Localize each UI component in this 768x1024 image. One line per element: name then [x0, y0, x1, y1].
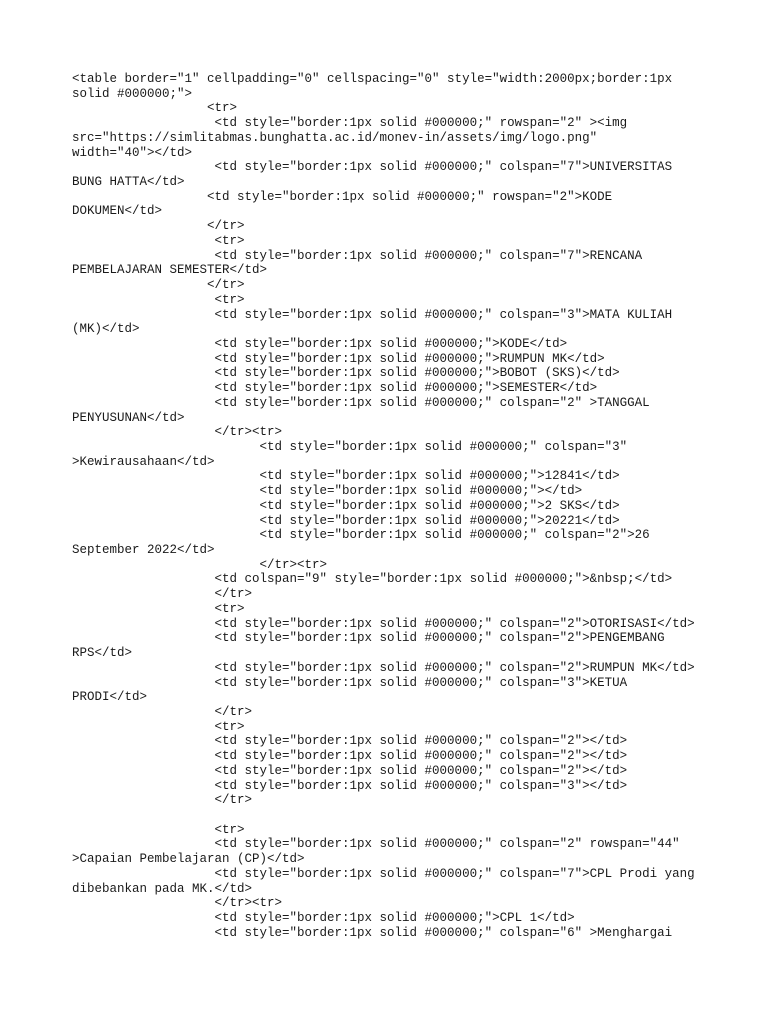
code-line: <td style="border:1px solid #000000;">2 SKS</td>	[72, 498, 620, 513]
code-line: PEMBELAJARAN SEMESTER</td>	[72, 263, 268, 278]
code-line: dibebankan pada MK.</td>	[72, 881, 253, 896]
code-line: <td style="border:1px solid #000000;"></td>	[72, 484, 583, 499]
code-line: <td style="border:1px solid #000000;">RUMPUN MK</td>	[72, 351, 605, 366]
code-line: <td style="border:1px solid #000000;" colspan="3">MATA KULIAH	[72, 307, 673, 322]
code-line: </tr><tr>	[72, 896, 283, 911]
code-line: <td style="border:1px solid #000000;">20221</td>	[72, 513, 620, 528]
code-line: <td style="border:1px solid #000000;" rowspan="2" ><img	[72, 116, 628, 131]
code-line: >Capaian Pembelajaran (CP)</td>	[72, 852, 305, 867]
code-line: <td style="border:1px solid #000000;" colspan="2">PENGEMBANG	[72, 631, 665, 646]
code-line: <table border="1" cellpadding="0" cellspacing="0" style="width:2000px;border:1px	[72, 72, 673, 86]
code-line: <td style="border:1px solid #000000;" colspan="3">KETUA	[72, 675, 628, 690]
code-line: <td style="border:1px solid #000000;" colspan="2" rowspan="44"	[72, 837, 680, 852]
code-line: <td colspan="9" style="border:1px solid #000000;">&nbsp;</td>	[72, 572, 673, 587]
code-line: </tr><tr>	[72, 557, 328, 572]
code-line: </tr>	[72, 793, 253, 808]
code-line: <td style="border:1px solid #000000;" colspan="2">RUMPUN MK</td>	[72, 660, 695, 675]
code-line: <td style="border:1px solid #000000;" colspan="2"></td>	[72, 749, 628, 764]
code-line: <td style="border:1px solid #000000;" colspan="3"></td>	[72, 778, 628, 793]
code-line: solid #000000;">	[72, 86, 193, 101]
code-line: <td style="border:1px solid #000000;" colspan="6" >Menghargai	[72, 925, 673, 940]
code-line: RPS</td>	[72, 646, 133, 661]
code-line: <tr>	[72, 292, 245, 307]
code-line: <tr>	[72, 822, 245, 837]
code-line: <tr>	[72, 601, 245, 616]
code-line: <td style="border:1px solid #000000;">CPL 1</td>	[72, 911, 575, 926]
code-line: </tr>	[72, 704, 253, 719]
code-line: PENYUSUNAN</td>	[72, 410, 185, 425]
code-line: <td style="border:1px solid #000000;" colspan="7">RENCANA	[72, 248, 643, 263]
code-line: (MK)</td>	[72, 322, 140, 337]
code-line: <tr>	[72, 101, 238, 116]
code-line: </tr>	[72, 278, 245, 293]
code-line: </tr><tr>	[72, 425, 283, 440]
code-line: <td style="border:1px solid #000000;" rowspan="2">KODE	[72, 189, 613, 204]
code-line: <td style="border:1px solid #000000;" colspan="7">UNIVERSITAS	[72, 160, 673, 175]
code-line: <td style="border:1px solid #000000;" colspan="2" >TANGGAL	[72, 395, 650, 410]
code-line: <tr>	[72, 719, 245, 734]
code-line: PRODI</td>	[72, 690, 148, 705]
code-line: <td style="border:1px solid #000000;" colspan="2"></td>	[72, 763, 628, 778]
code-line: <td style="border:1px solid #000000;">BOBOT (SKS)</td>	[72, 366, 620, 381]
code-line: <td style="border:1px solid #000000;">SEMESTER</td>	[72, 381, 598, 396]
code-line: >Kewirausahaan</td>	[72, 454, 215, 469]
code-line: BUNG HATTA</td>	[72, 175, 185, 190]
code-line: <td style="border:1px solid #000000;" colspan="2">OTORISASI</td>	[72, 616, 695, 631]
code-line: <td style="border:1px solid #000000;">KODE</td>	[72, 336, 568, 351]
code-line: <td style="border:1px solid #000000;" colspan="7">CPL Prodi yang	[72, 866, 695, 881]
code-line: <td style="border:1px solid #000000;" colspan="2">26	[72, 528, 650, 543]
code-line: width="40"></td>	[72, 145, 193, 160]
code-line: src="https://simlitabmas.bunghatta.ac.id/monev-in/assets/img/logo.png"	[72, 130, 598, 145]
code-line: September 2022</td>	[72, 543, 215, 558]
code-line: <tr>	[72, 233, 245, 248]
code-line: DOKUMEN</td>	[72, 204, 163, 219]
code-line: <td style="border:1px solid #000000;" colspan="2"></td>	[72, 734, 628, 749]
code-line: <td style="border:1px solid #000000;" colspan="3"	[72, 440, 628, 454]
code-line: </tr>	[72, 587, 253, 602]
code-line: </tr>	[72, 219, 245, 234]
code-line: <td style="border:1px solid #000000;">12841</td>	[72, 469, 620, 484]
